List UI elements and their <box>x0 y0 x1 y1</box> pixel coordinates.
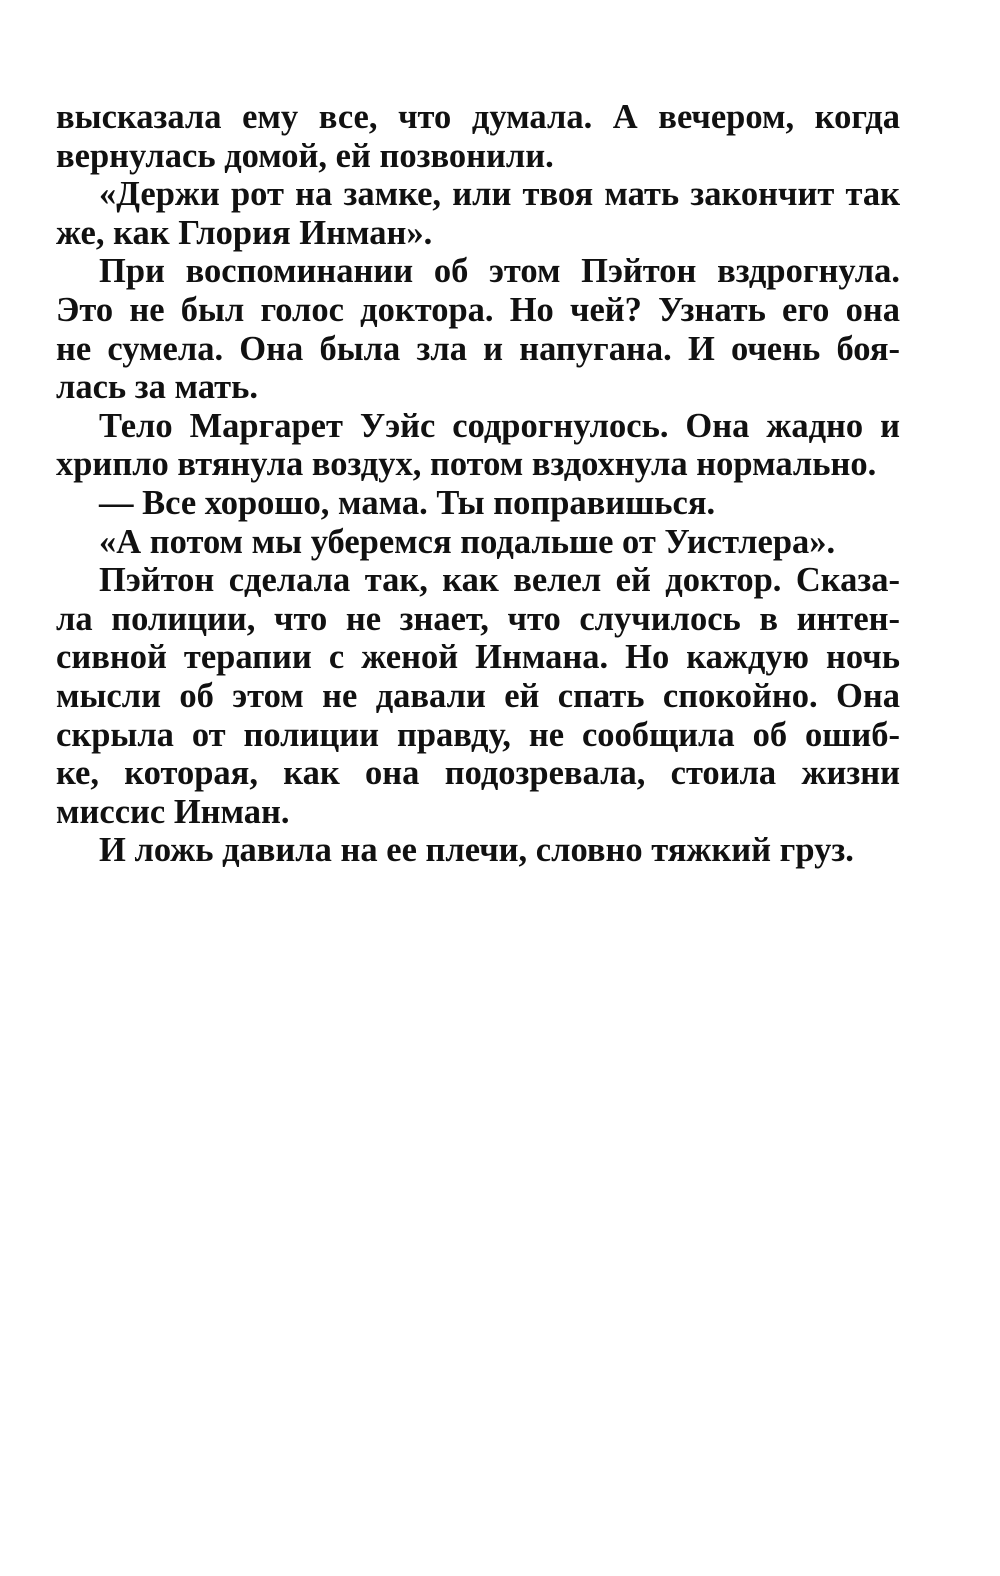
text-line: — Все хорошо, мама. Ты поправишься. <box>99 483 716 522</box>
text-line: высказала ему все, что думала. А вечером, когда <box>56 98 900 136</box>
text-line: лась за мать. <box>56 368 258 407</box>
text-line: сивной терапии с женой Инмана. Но каждую ночь <box>56 638 900 677</box>
text-line: ла полиции, что не знает, что случилось в интен- <box>56 599 900 638</box>
text-line: При воспоминании об этом Пэйтон вздрогнула. <box>99 252 900 291</box>
text-line: Тело Маргарет Уэйс содрогнулось. Она жадно и <box>99 406 900 445</box>
text-line: И ложь давила на ее плечи, словно тяжкий груз. <box>99 831 854 870</box>
text-line: ке, которая, как она подозревала, стоила жизни <box>56 754 900 793</box>
text-line: не сумела. Она была зла и напугана. И очень боя- <box>56 329 900 368</box>
text-line: же, как Глория Инман». <box>56 213 433 252</box>
text-line: миссис Инман. <box>56 792 290 831</box>
text-line: Это не был голос доктора. Но чей? Узнать его она <box>56 290 900 329</box>
text-line: скрыла от полиции правду, не сообщила об ошиб- <box>56 715 900 754</box>
text-line: Пэйтон сделала так, как велел ей доктор. Сказа- <box>99 561 900 600</box>
text-line: хрипло втянула воздух, потом вздохнула нормально. <box>56 445 877 484</box>
text-line: «Держи рот на замке, или твоя мать закончит так <box>99 175 900 214</box>
text-line: мысли об этом не давали ей спать спокойно. Она <box>56 676 900 715</box>
body-text <box>56 98 900 870</box>
text-line: «А потом мы уберемся подальше от Уистлера». <box>99 522 836 561</box>
text-line: вернулась домой, ей позвонили. <box>56 136 554 175</box>
